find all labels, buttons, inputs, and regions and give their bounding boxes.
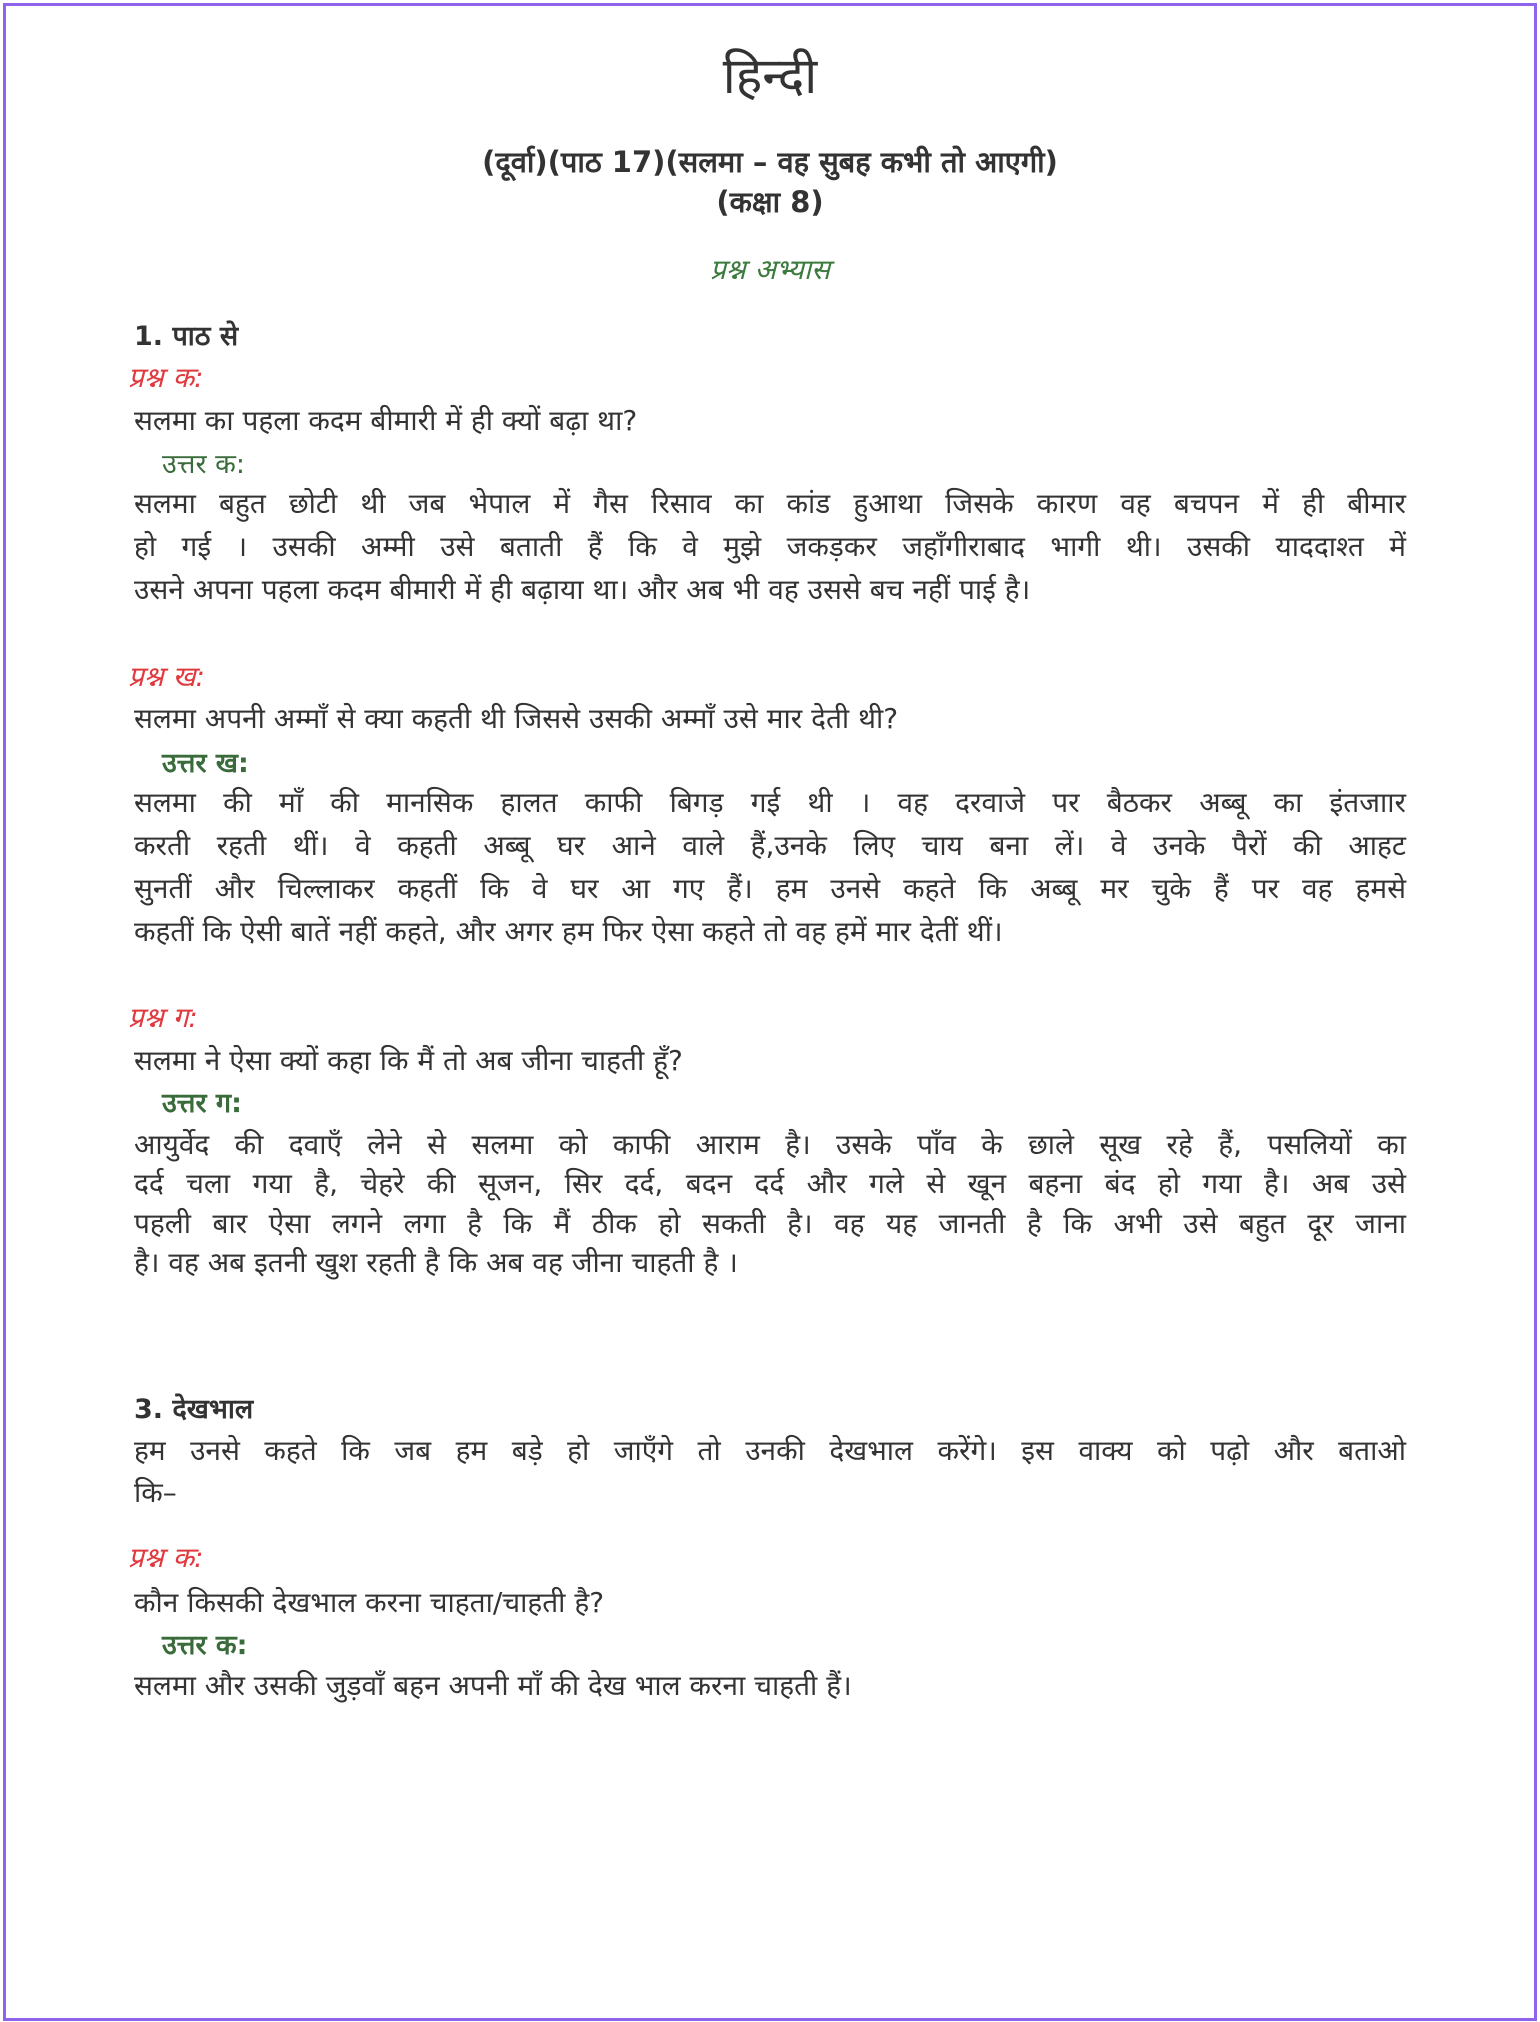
answer-line: कहतीं कि ऐसी बातें नहीं कहते, और अगर हम फिर ऐसा कहते तो वह हमें मार देतीं थीं। [134,915,1003,948]
practice-heading: प्रश्न अभ्यास [709,253,831,286]
answer-line: उसने अपना पहला कदम बीमारी में ही बढ़ाया था। और अब भी वह उससे बच नहीं पाई है। [134,573,1031,606]
question-label: प्रश्न ग: [128,1001,198,1034]
question-label: प्रश्न क: [128,1541,204,1574]
question-label: प्रश्न क: [128,361,204,394]
answer-line: हो गई । उसकी अम्मी उसे बताती हैं कि वे मुझे जकड़कर जहाँगीराबाद भागी थी। उसकी याददाश्त में [134,530,1406,563]
answer-label: उत्तर क: [162,1630,248,1661]
answer-line: सलमा बहुत छोटी थी जब भेपाल में गैस रिसाव का कांड हुआथा जिसके कारण वह बचपन में ही बीमार [134,487,1406,520]
section-heading: 3. देखभाल [134,1394,254,1425]
class-label: (कक्षा 8) [716,185,824,219]
question-text: कौन किसकी देखभाल करना चाहता/चाहती है? [134,1586,605,1619]
answer-label: उत्तर ख: [162,748,249,779]
answer-line: है। वह अब इतनी खुश रहती है कि अब वह जीना चाहती है । [134,1246,738,1279]
answer-line: सुनतीं और चिल्लाकर कहतीं कि वे घर आ गए हैं। हम उनसे कहते कि अब्बू मर चुके हैं पर वह हमसे [134,872,1406,905]
page-title: हिन्दी [722,47,818,105]
intro-line: हम उनसे कहते कि जब हम बड़े हो जाएँगे तो उनकी देखभाल करेंगे। इस वाक्य को पढ़ो और बताओ [134,1434,1406,1467]
answer-label: उत्तर क: [162,449,245,480]
answer-line: सलमा की माँ की मानसिक हालत काफी बिगड़ गई थी । वह दरवाजे पर बैठकर अब्बू का इंतजाार [134,786,1406,819]
answer-line: दर्द चला गया है, चेहरे की सूजन, सिर दर्द, बदन दर्द और गले से खून बहना बंद हो गया है। अब उसे [134,1167,1406,1200]
question-text: सलमा ने ऐसा क्यों कहा कि मैं तो अब जीना चाहती हूँ? [134,1044,683,1077]
intro-line: कि– [134,1476,177,1509]
question-label: प्रश्न ख: [128,660,205,693]
page-border [3,3,1537,2021]
answer-text: सलमा और उसकी जुड़वाँ बहन अपनी माँ की देख भाल करना चाहती हैं। [134,1669,852,1702]
section-heading: 1. पाठ से [134,321,239,352]
answer-line: करती रहती थीं। वे कहती अब्बू घर आने वाले हैं,उनके लिए चाय बना लें। वे उनके पैरों की आहट [134,829,1406,862]
answer-label: उत्तर ग: [162,1088,242,1119]
question-text: सलमा का पहला कदम बीमारी में ही क्यों बढ़ा था? [134,404,638,437]
question-text: सलमा अपनी अम्माँ से क्या कहती थी जिससे उसकी अम्माँ उसे मार देती थी? [134,702,899,735]
answer-line: पहली बार ऐसा लगने लगा है कि मैं ठीक हो सकती है। वह यह जानती है कि अभी उसे बहुत दूर जाना [134,1207,1406,1240]
chapter-subtitle: (दूर्वा)(पाठ 17)(सलमा – वह सुबह कभी तो आएगी) [482,145,1058,179]
answer-line: आयुर्वेद की दवाएँ लेने से सलमा को काफी आराम है। उसके पाँव के छाले सूख रहे हैं, पसलियों का [134,1128,1406,1161]
